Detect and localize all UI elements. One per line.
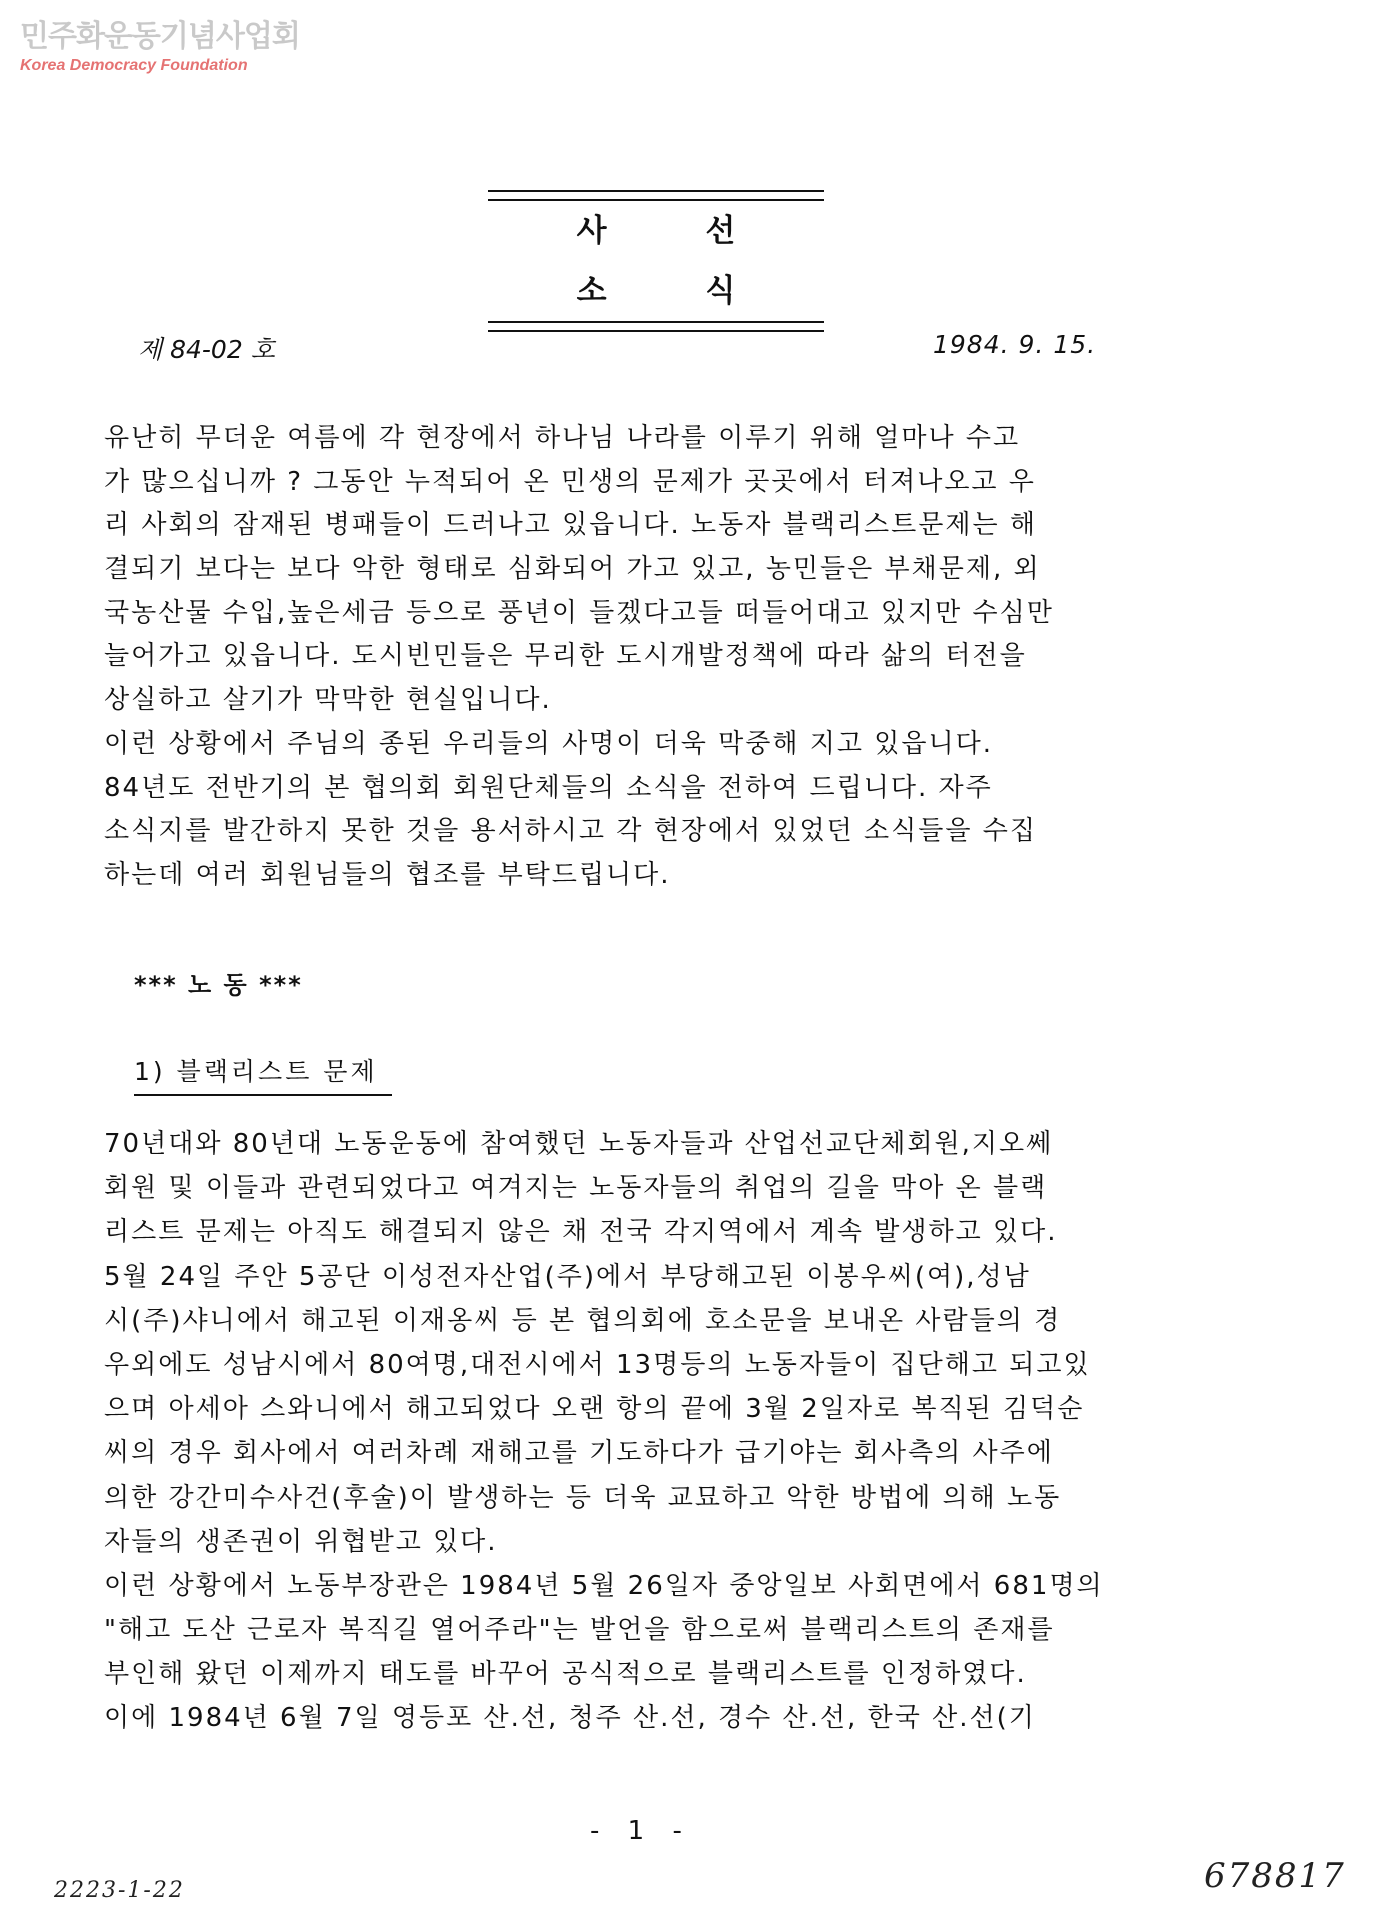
text-line: 84년도 전반기의 본 협의회 회원단체들의 소식을 전하여 드립니다. 자주 bbox=[104, 772, 993, 803]
text-line: 소식지를 발간하지 못한 것을 용서하시고 각 현장에서 있었던 소식들을 수집 bbox=[104, 816, 1037, 847]
page-title: 사 선 소 식 bbox=[576, 213, 780, 309]
page-number: - 1 - bbox=[590, 1816, 692, 1846]
text-line: 씨의 경우 회사에서 여러차례 재해고를 기도하다가 급기야는 회사측의 사주에 bbox=[104, 1438, 1054, 1469]
text-line: 의한 강간미수사건(후술)이 발생하는 등 더욱 교묘하고 악한 방법에 의해 노동 bbox=[104, 1482, 1062, 1513]
handwritten-note-left: 2223-1-22 bbox=[54, 1878, 185, 1903]
text-line: 결되기 보다는 보다 악한 형태로 심화되어 가고 있고, 농민들은 부채문제, 외 bbox=[104, 554, 1041, 585]
text-line: 유난히 무더운 여름에 각 현장에서 하나님 나라를 이루기 위해 얼마나 수고 bbox=[104, 423, 1021, 453]
text-line: 70년대와 80년대 노동운동에 참여했던 노동자들과 산업선교단체회원,지오쎄 bbox=[104, 1129, 1054, 1159]
text-line: 가 많으십니까 ? 그동안 누적되어 온 민생의 문제가 곳곳에서 터져나오고 우 bbox=[104, 466, 1036, 497]
watermark-korean: 민주화운동기념사업회 bbox=[20, 19, 300, 54]
text-line: 상실하고 살기가 막막한 현실입니다. bbox=[104, 685, 552, 716]
text-line: 부인해 왔던 이제까지 태도를 바꾸어 공식적으로 블랙리스트를 인정하였다. bbox=[104, 1659, 1027, 1690]
title-rule-top bbox=[488, 190, 824, 201]
text-line: 으며 아세아 스와니에서 해고되었다 오랜 항의 끝에 3월 2일자로 복직된 김덕순 bbox=[104, 1394, 1085, 1425]
text-line: 자들의 생존권이 위협받고 있다. bbox=[104, 1526, 498, 1557]
watermark-english: Korea Democracy Foundation bbox=[20, 57, 248, 74]
intro-paragraph bbox=[104, 417, 1214, 898]
title-rule-bottom bbox=[488, 321, 824, 332]
text-line: 리스트 문제는 아직도 해결되지 않은 채 전국 각지역에서 계속 발생하고 있다. bbox=[104, 1217, 1058, 1248]
text-line: 5월 24일 주안 5공단 이성전자산업(주)에서 부당해고된 이봉우씨(여),성남 bbox=[104, 1261, 1031, 1292]
text-line: 이에 1984년 6월 7일 영등포 산.선, 청주 산.선, 경수 산.선, 한국 산.선(기 bbox=[104, 1703, 1036, 1734]
handwritten-note-right: 678817 bbox=[1204, 1856, 1346, 1896]
issue-number: 제 84-02 호 bbox=[138, 335, 275, 364]
text-line: 시(주)샤니에서 해고된 이재옹씨 등 본 협의회에 호소문을 보내온 사람들의 경 bbox=[104, 1305, 1062, 1336]
text-line: "해고 도산 근로자 복직길 열어주라"는 발언을 함으로써 블랙리스트의 존재를 bbox=[104, 1615, 1055, 1646]
text-line: 국농산물 수입,높은세금 등으로 풍년이 들겠다고들 떠들어대고 있지만 수심만 bbox=[104, 597, 1054, 628]
body-paragraph bbox=[104, 1122, 1214, 1741]
watermark bbox=[20, 18, 300, 76]
text-line: 리 사회의 잠재된 병패들이 드러나고 있읍니다. 노동자 블랙리스트문제는 해 bbox=[104, 510, 1037, 541]
issue-date: 1984. 9. 15. bbox=[933, 330, 1097, 359]
text-line: 이런 상황에서 주님의 종된 우리들의 사명이 더욱 막중해 지고 있읍니다. bbox=[104, 728, 994, 759]
text-line: 늘어가고 있읍니다. 도시빈민들은 무리한 도시개발정책에 따라 삶의 터전을 bbox=[104, 641, 1027, 672]
text-line: 회원 및 이들과 관련되었다고 여겨지는 노동자들의 취업의 길을 막아 온 블랙 bbox=[104, 1173, 1048, 1204]
title-block bbox=[488, 190, 824, 332]
section-heading: *** 노 동 *** bbox=[134, 971, 303, 999]
text-line: 이런 상황에서 노동부장관은 1984년 5월 26일자 중앙일보 사회면에서 681명의 bbox=[104, 1570, 1104, 1601]
text-line: 우외에도 성남시에서 80여명,대전시에서 13명등의 노동자들이 집단해고 되고있 bbox=[104, 1349, 1091, 1380]
subheading: 1) 블랙리스트 문제 bbox=[134, 1052, 392, 1096]
text-line: 하는데 여러 회원님들의 협조를 부탁드립니다. bbox=[104, 859, 671, 890]
